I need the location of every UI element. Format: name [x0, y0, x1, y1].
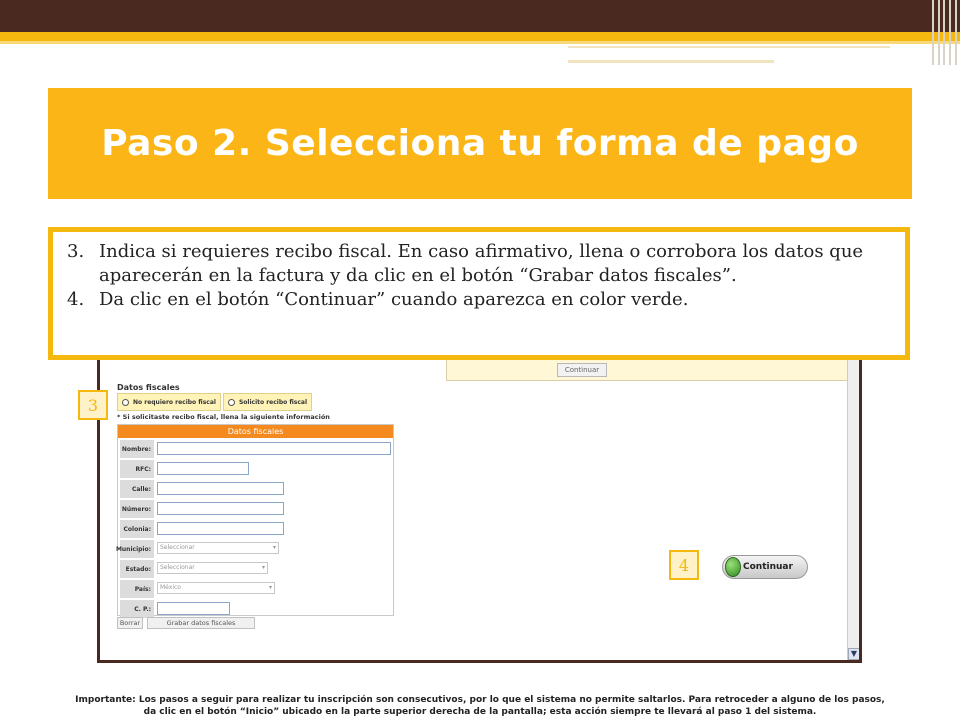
- label-estado: Estado:: [120, 560, 154, 578]
- top-stripe-light: [0, 41, 960, 44]
- radio-circle-icon: [122, 399, 129, 406]
- radio-no-label: No requiero recibo fiscal: [133, 398, 216, 406]
- radio-circle-icon: [228, 399, 235, 406]
- top-bar: [0, 0, 960, 32]
- chevron-down-icon: ▾: [268, 584, 272, 591]
- estado-select[interactable]: [157, 562, 268, 574]
- decor-vertical-lines: [930, 0, 960, 65]
- instruction-item: [67, 240, 895, 288]
- form-buttons: [117, 617, 255, 629]
- field-row-municipio: [115, 539, 395, 559]
- field-row-calle: [118, 479, 395, 499]
- instruction-number: 3.: [67, 241, 85, 262]
- title-banner: [48, 88, 912, 199]
- nombre-input[interactable]: [157, 442, 391, 455]
- form-header: Datos fiscales: [118, 425, 393, 438]
- continuar-top-button[interactable]: Continuar: [557, 363, 607, 377]
- instruction-text: Da clic en el botón “Continuar” cuando aparezca en color verde.: [99, 289, 689, 310]
- instructions-list: [67, 240, 895, 312]
- field-row-nombre: [118, 439, 395, 459]
- label-colonia: Colonia:: [120, 520, 154, 538]
- numero-input[interactable]: [157, 502, 284, 515]
- continuar-button[interactable]: [722, 555, 808, 579]
- borrar-button[interactable]: Borrar: [117, 617, 143, 629]
- municipio-select[interactable]: [157, 542, 279, 554]
- previous-section-row: [446, 359, 858, 381]
- radio-solicito-recibo[interactable]: [223, 393, 312, 411]
- scroll-down-icon[interactable]: ▼: [848, 648, 860, 660]
- step-badge-3: 3: [78, 390, 108, 420]
- fiscal-note: * Si solicitaste recibo fiscal, llena la siguiente información: [117, 413, 330, 421]
- label-cp: C. P.:: [120, 600, 154, 618]
- field-row-pais: [118, 579, 395, 599]
- radio-si-label: Solicito recibo fiscal: [238, 398, 308, 406]
- field-row-colonia: [118, 519, 395, 539]
- field-row-rfc: [118, 459, 395, 479]
- footer-line: Importante: Los pasos a seguir para realizar tu inscripción son consecutivos, por lo que el sistema no permite saltarlos. Para retroceder a alguno de los pasos,: [75, 695, 885, 705]
- grabar-datos-fiscales-button[interactable]: Grabar datos fiscales: [147, 617, 255, 629]
- field-row-cp: [118, 599, 395, 619]
- label-municipio: Municipio:: [120, 540, 154, 558]
- colonia-input[interactable]: [157, 522, 284, 535]
- label-nombre: Nombre:: [120, 440, 154, 458]
- pais-select[interactable]: [157, 582, 275, 594]
- decor-line: [568, 46, 890, 48]
- chevron-down-icon: ▾: [261, 564, 265, 571]
- green-status-icon: [725, 557, 741, 577]
- rfc-input[interactable]: [157, 462, 249, 475]
- label-pais: País:: [120, 580, 154, 598]
- label-rfc: RFC:: [120, 460, 154, 478]
- label-calle: Calle:: [120, 480, 154, 498]
- field-row-estado: [118, 559, 395, 579]
- instruction-item: [67, 288, 895, 312]
- decor-line: [568, 60, 774, 63]
- calle-input[interactable]: [157, 482, 284, 495]
- radio-no-recibo[interactable]: [117, 393, 221, 411]
- continuar-label: Continuar: [743, 562, 793, 572]
- pais-value: México: [160, 584, 181, 591]
- label-numero: Número:: [120, 500, 154, 518]
- municipio-value: Seleccionar: [160, 544, 195, 551]
- top-stripe: [0, 32, 960, 41]
- chevron-down-icon: ▾: [272, 544, 276, 551]
- datos-fiscales-form: [117, 424, 394, 616]
- footer-note: [20, 694, 940, 718]
- cp-input[interactable]: [157, 602, 230, 615]
- datos-fiscales-title: Datos fiscales: [117, 383, 180, 392]
- recibo-options: [117, 393, 312, 411]
- instruction-text: Indica si requieres recibo fiscal. En caso afirmativo, llena o corrobora los datos que aparecerán en la factura y da clic en el botón “Grabar datos fiscales”.: [99, 241, 864, 286]
- instruction-number: 4.: [67, 289, 85, 310]
- estado-value: Seleccionar: [160, 564, 195, 571]
- instructions-callout: [48, 227, 910, 360]
- step-badge-4: 4: [669, 550, 699, 580]
- page-title: Paso 2. Selecciona tu forma de pago: [101, 123, 859, 164]
- field-row-numero: [118, 499, 395, 519]
- footer-line: da clic en el botón “Inicio” ubicado en la parte superior derecha de la pantalla; esta acción siempre te llevará al paso 1 del sistema.: [143, 707, 817, 717]
